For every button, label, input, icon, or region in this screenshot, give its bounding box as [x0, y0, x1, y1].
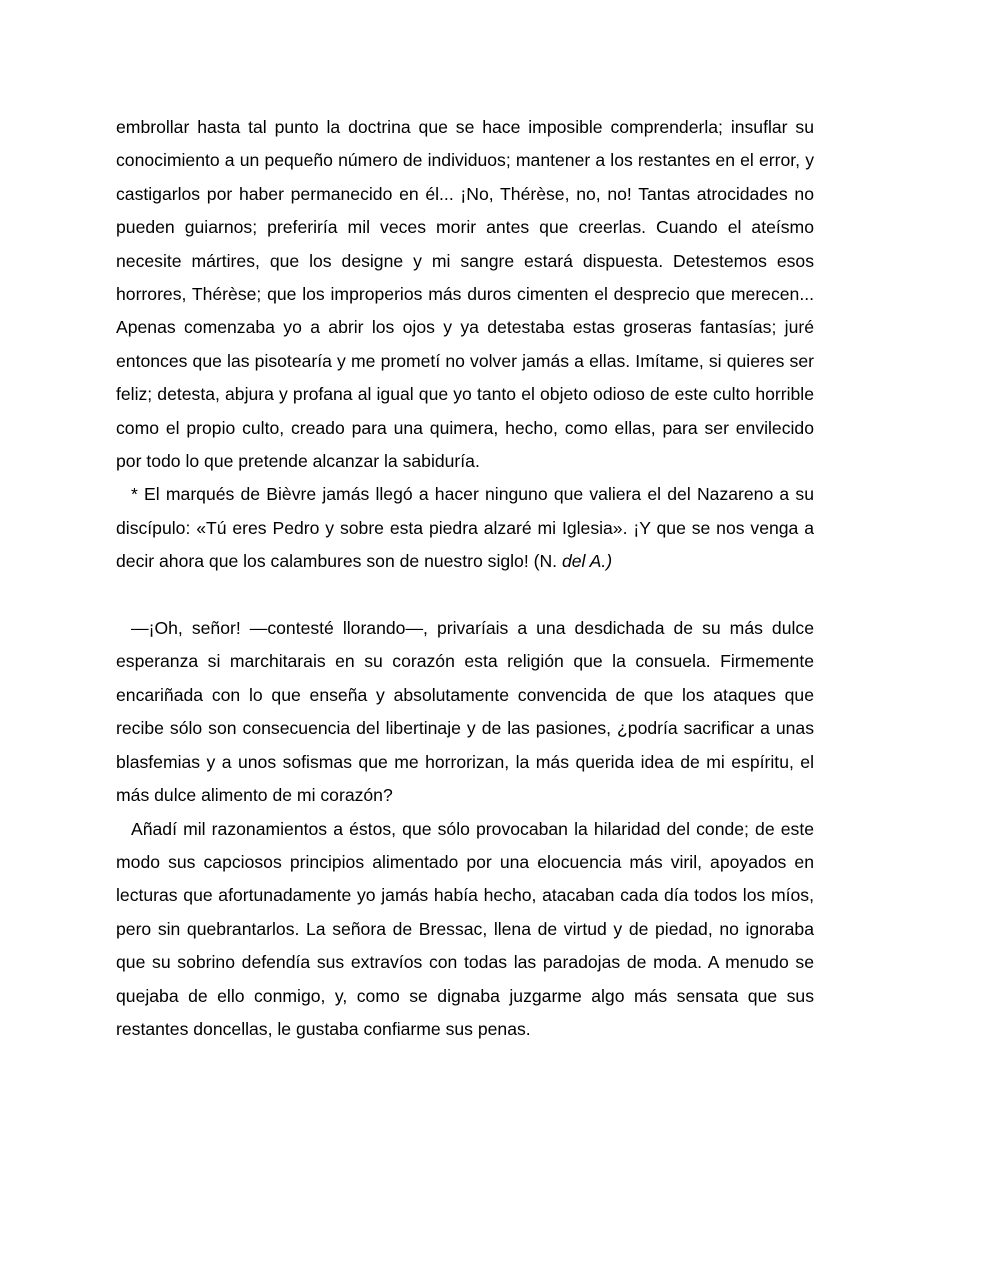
footnote-attribution: del A.)	[561, 551, 613, 572]
body-text	[116, 111, 814, 1046]
paragraph-spacer	[116, 579, 814, 612]
footnote-text: * El marqués de Bièvre jamás llegó a hacer ninguno que valiera el del Nazareno a su discípulo: «Tú eres Pedro y sobre esta piedra alzaré mi Iglesia». ¡Y que se nos venga a decir ahora que los calambures son de nuestro siglo! (N.	[116, 484, 814, 572]
dialogue-paragraph: —¡Oh, señor! —contesté llorando—, privaríais a una desdichada de su más dulce esperanza si marchitarais en su corazón esta religión que la consuela. Firmemente encariñada con lo que enseña y absolutamente convencida de que los ataques que recibe sólo son consecuencia del libertinaje y de las pasiones, ¿podría sacrificar a unas blasfemias y a unos sofismas que me horrorizan, la más querida idea de mi espíritu, el más dulce alimento de mi corazón?	[116, 618, 814, 806]
narrative-paragraph: Añadí mil razonamientos a éstos, que sólo provocaban la hilaridad del conde; de este modo sus capciosos principios alimentado por una elocuencia más viril, apoyados en lecturas que afortunadamente yo jamás había hecho, atacaban cada día todos los míos, pero sin quebrantarlos. La señora de Bressac, llena de virtud y de piedad, no ignoraba que su sobrino defendía sus extravíos con todas las paradojas de moda. A menudo se quejaba de ello conmigo, y, como se dignaba juzgarme algo más sensata que sus restantes doncellas, le gustaba confiarme sus penas.	[116, 818, 814, 1039]
footnote	[116, 478, 814, 578]
paragraph-continuation: embrollar hasta tal punto la doctrina que se hace imposible comprenderla; insuflar su conocimiento a un pequeño número de individuos; mantener a los restantes en el error, y castigarlos por haber permanecido en él... ¡No, Thérèse, no, no! Tantas atrocidades no pueden guiarnos; preferiría mil veces morir antes que creerlas. Cuando el ateísmo necesite mártires, que los designe y mi sangre estará dispuesta. Detestemos esos horrores, Thérèse; que los improperios más duros cimenten el desprecio que merecen... Apenas comenzaba yo a abrir los ojos y ya detestaba estas groseras fantasías; juré entonces que las pisotearía y me prometí no volver jamás a ellas. Imítame, si quieres ser feliz; detesta, abjura y profana al igual que yo tanto el objeto odioso de este culto horrible como el propio culto, creado para una quimera, hecho, como ellas, para ser envilecido por todo lo que pretende alcanzar la sabiduría.	[116, 117, 814, 472]
